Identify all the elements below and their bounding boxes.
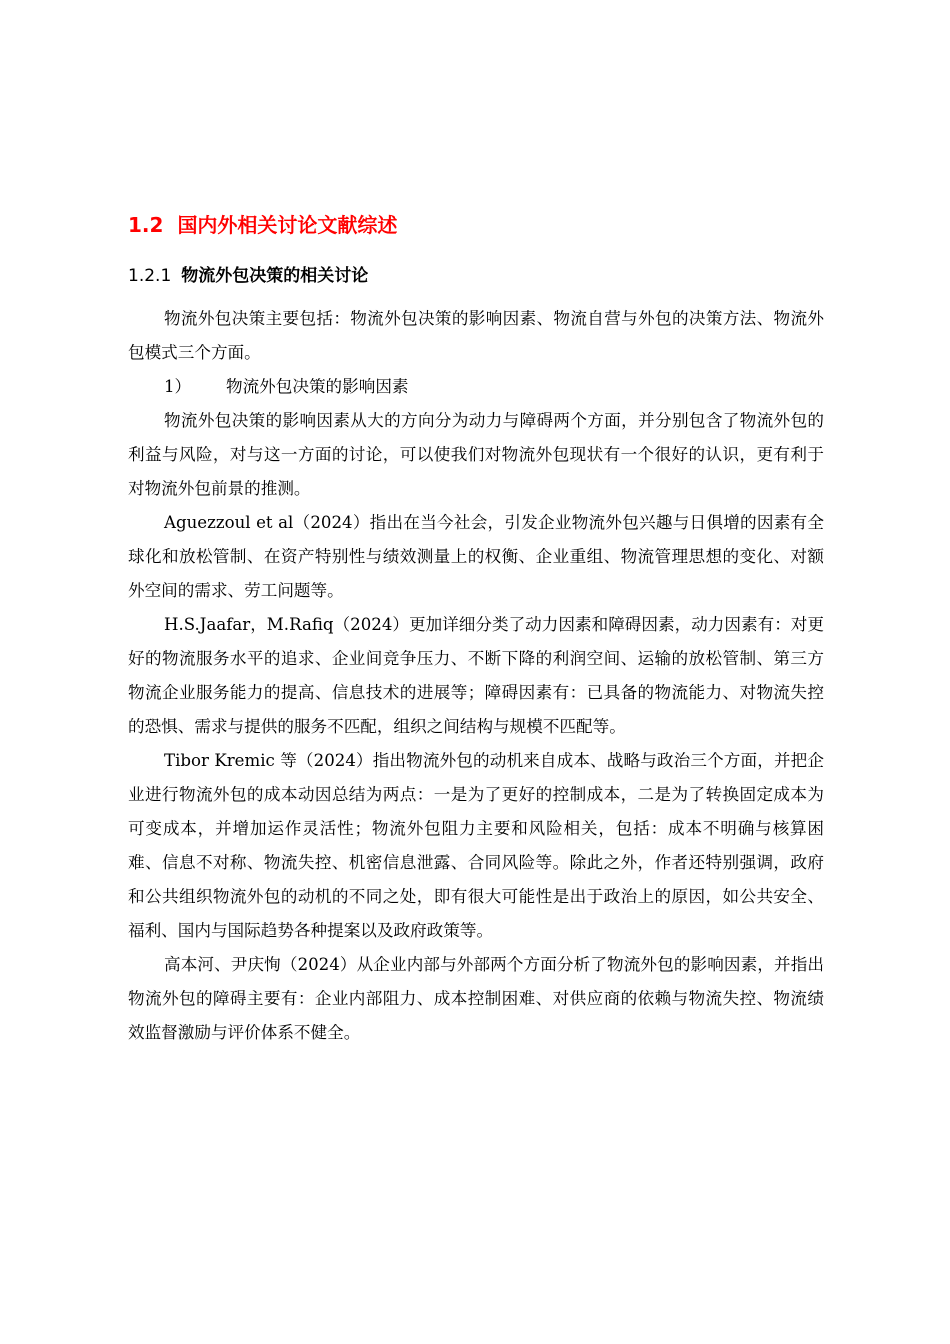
list-item (128, 370, 824, 404)
list-item-number: 1） (164, 377, 192, 396)
body-paragraph: 高本河、尹庆恂（2024）从企业内部与外部两个方面分析了物流外包的影响因素，并指出物流外包的障碍主要有：企业内部阻力、成本控制困难、对供应商的依赖与物流失控、物流绩效监督激励与评价体系不健全。 (128, 955, 824, 1042)
subsection-number: 1.2.1 (128, 266, 172, 286)
section-heading (128, 205, 824, 245)
body-paragraph: Aguezzoul et al（2024）指出在当今社会，引发企业物流外包兴趣与日俱增的因素有全球化和放松管制、在资产特别性与绩效测量上的权衡、企业重组、物流管理思想的变化、对额外空间的需求、劳工问题等。 (128, 513, 824, 600)
body-paragraph: H.S.Jaafar，M.Rafiq（2024）更加详细分类了动力因素和障碍因素，动力因素有：对更好的物流服务水平的追求、企业间竞争压力、不断下降的利润空间、运输的放松管制、第三方物流企业服务能力的提高、信息技术的进展等；障碍因素有：已具备的物流能力、对物流失控的恐惧、需求与提供的服务不匹配，组织之间结构与规模不匹配等。 (128, 615, 824, 736)
section-title: 国内外相关讨论文献综述 (177, 213, 398, 237)
section-number: 1.2 (128, 213, 164, 237)
subsection-title: 物流外包决策的相关讨论 (181, 266, 369, 286)
body-paragraph: Tibor Kremic 等（2024）指出物流外包的动机来自成本、战略与政治三个方面，并把企业进行物流外包的成本动因总结为两点：一是为了更好的控制成本，二是为了转换固定成本为可变成本，并增加运作灵活性；物流外包阻力主要和风险相关，包括：成本不明确与核算困难、信息不对称、物流失控、机密信息泄露、合同风险等。除此之外，作者还特别强调，政府和公共组织物流外包的动机的不同之处，即有很大可能性是出于政治上的原因，如公共安全、福利、国内与国际趋势各种提案以及政府政策等。 (128, 751, 824, 940)
list-item-title: 物流外包决策的影响因素 (226, 377, 409, 396)
body-paragraph: 物流外包决策的影响因素从大的方向分为动力与障碍两个方面，并分别包含了物流外包的利益与风险，对与这一方面的讨论，可以使我们对物流外包现状有一个很好的认识，更有利于对物流外包前景的推测。 (128, 411, 824, 498)
intro-paragraph: 物流外包决策主要包括：物流外包决策的影响因素、物流自营与外包的决策方法、物流外包模式三个方面。 (128, 309, 824, 362)
subsection-heading (128, 262, 824, 290)
page-content (128, 205, 824, 1050)
